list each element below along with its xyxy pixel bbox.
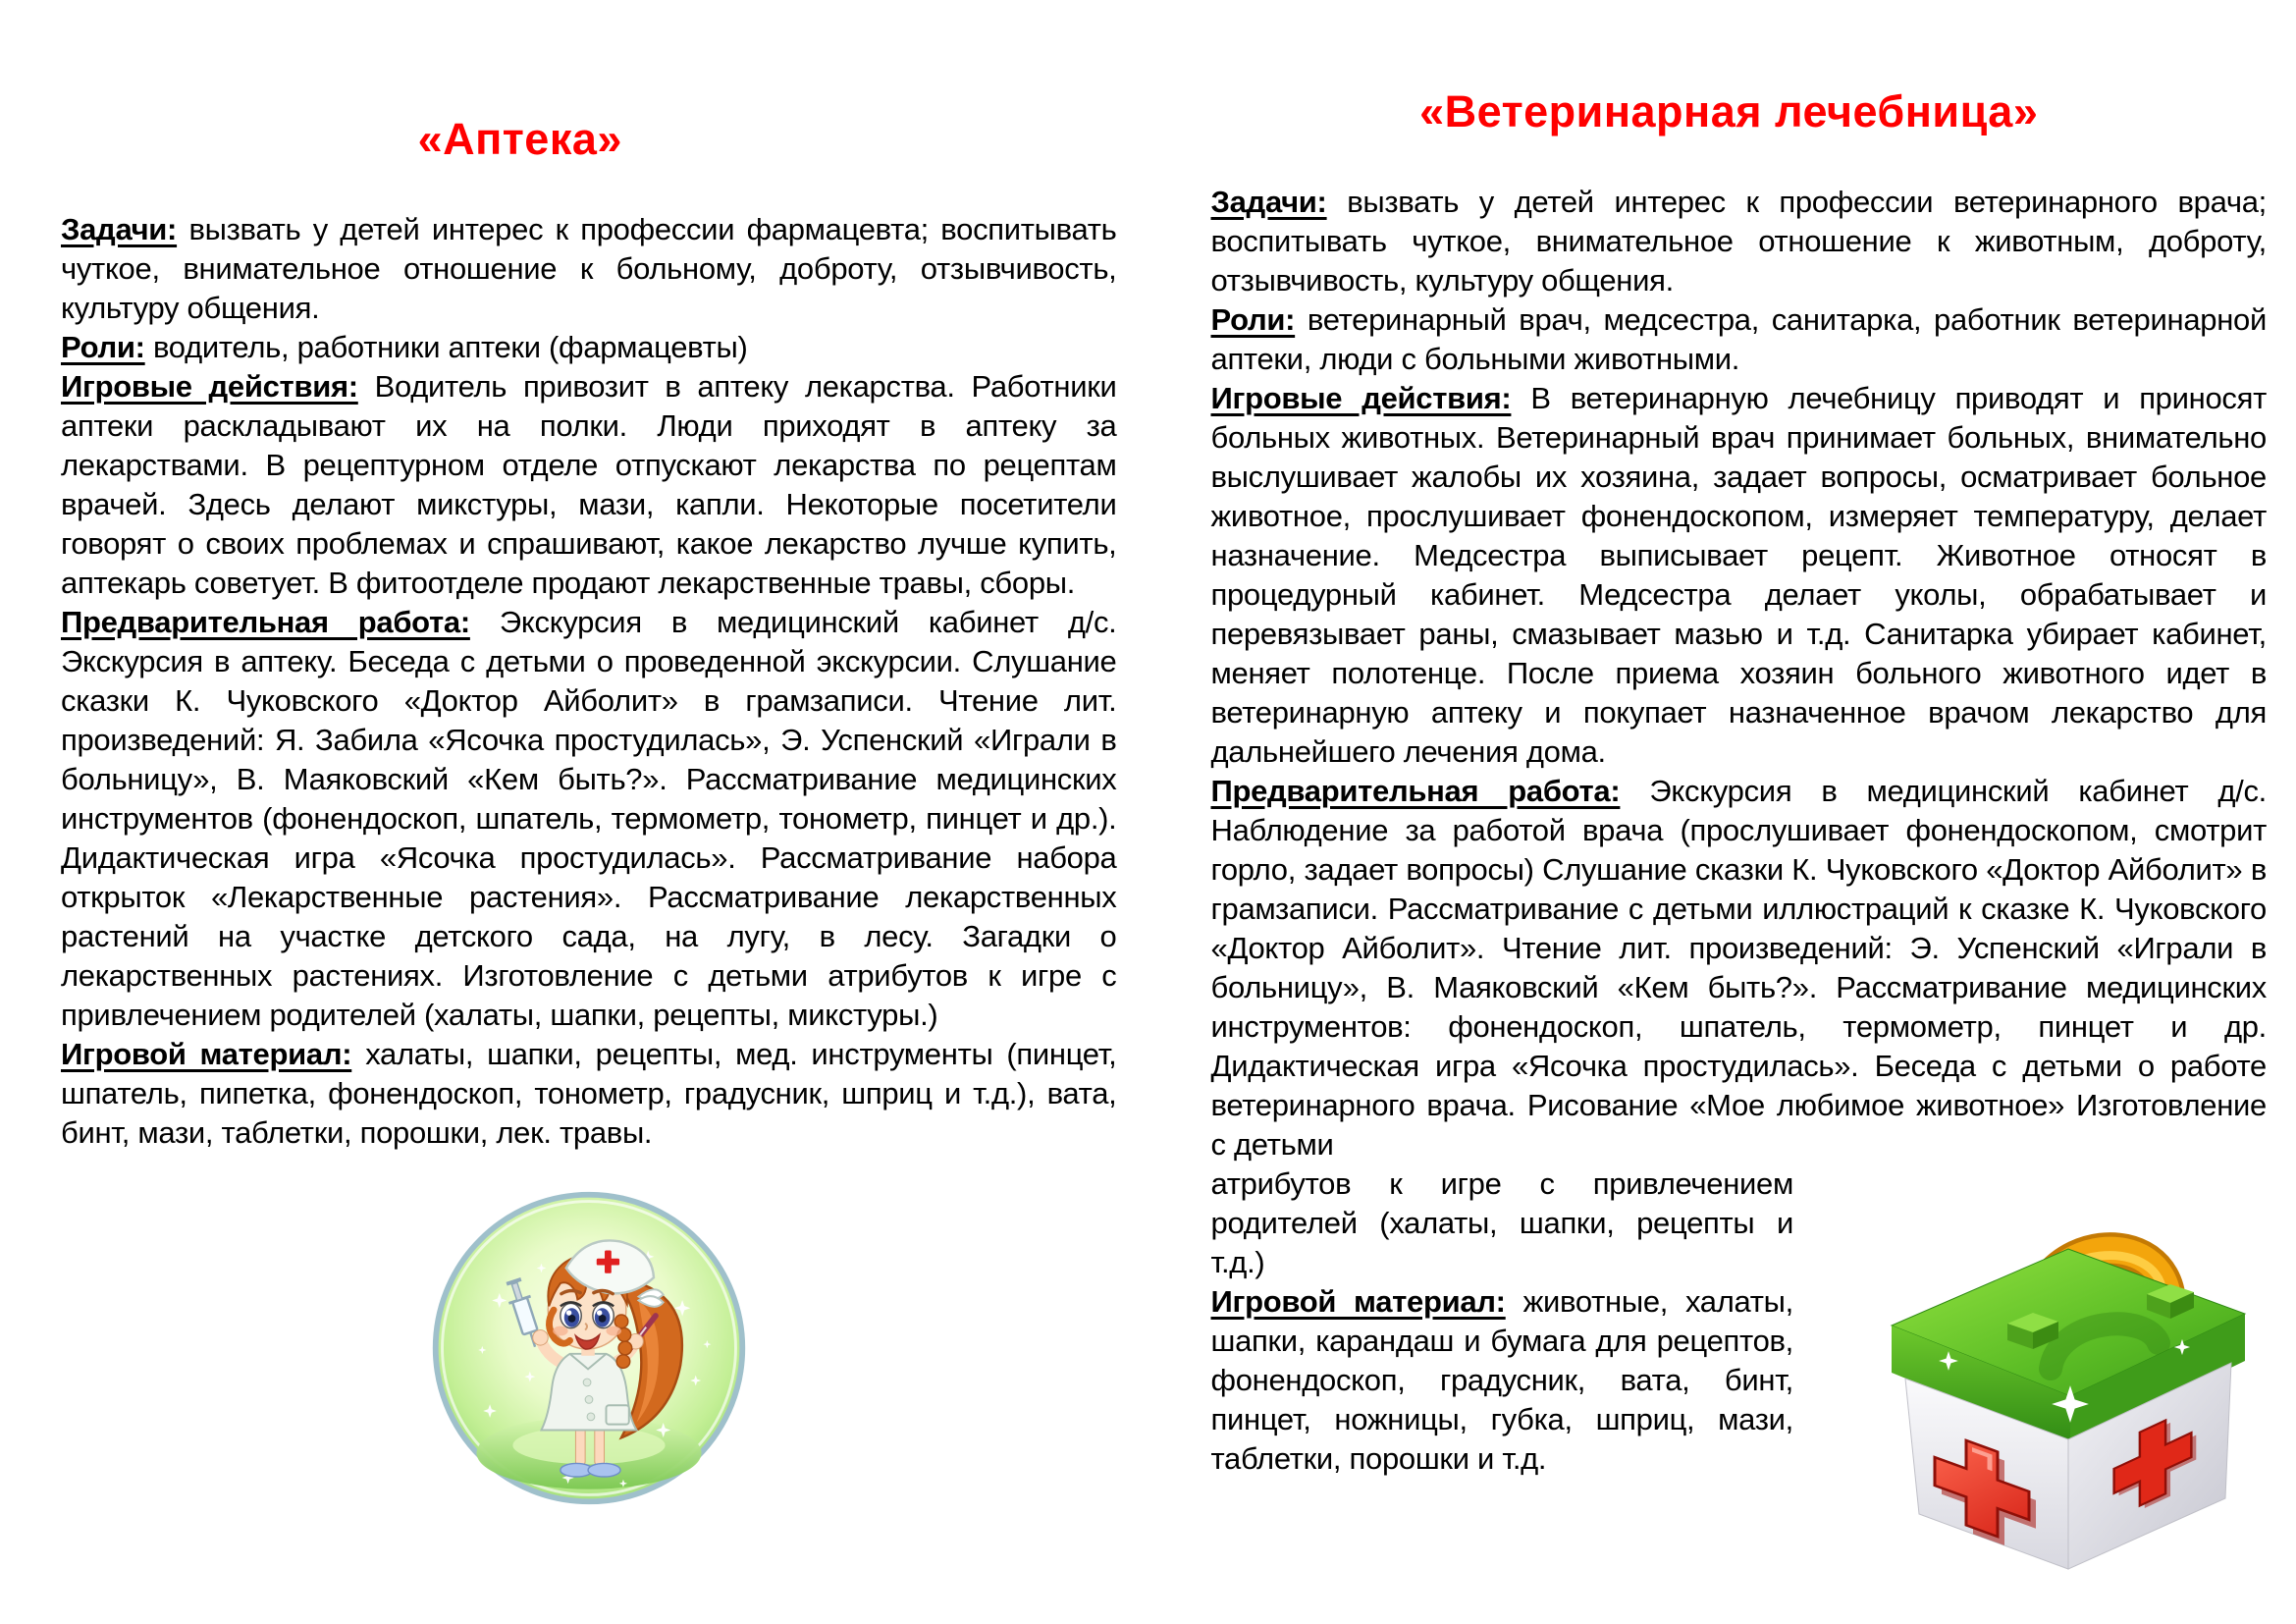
first-aid-kit-illustration	[1823, 1168, 2267, 1577]
page-title-vet-lechebnitsa: «Ветеринарная лечебница»	[1419, 86, 2039, 136]
section-text-predvaritelnaya-rabota-wrap: атрибутов к игре с привлечением родителей (халаты, шапки, рецепты и т.д.)	[1210, 1165, 1793, 1279]
section-text-igrovye-deystviya: Водитель привозит в аптеку лекарства. Работники аптеки раскладывают их на полки. Люди приходят в аптеку за лекарствами. В рецептурном отделе отпускают лекарства по рецептам врачей. Здесь делают микстуры, мази, капли. Некоторые посетители говорят о своих проблемах и спрашивают, какое лекарство лучше купить, аптекарь советует. В фитоотделе продают лекарственные травы, сборы.	[61, 368, 1117, 600]
section-text-roli: ветеринарный врач, медсестра, санитарка, работник ветеринарной аптеки, люди с больными животными.	[1210, 301, 2267, 376]
column-vet-lechebnitsa	[1211, 0, 2268, 1624]
shoe	[588, 1463, 620, 1477]
section-label-predvaritelnaya-rabota: Предварительная работа:	[1210, 773, 1621, 808]
section-label-zadachi: Задачи:	[61, 211, 178, 246]
section-igrovye-deystviya	[61, 367, 1117, 603]
first-aid-kit-svg	[1823, 1168, 2267, 1577]
section-label-igrovye-deystviya: Игровые действия:	[61, 368, 358, 404]
column-apteka	[61, 0, 1117, 1624]
section-text-igrovoy-material: животные, халаты, шапки, карандаш и бумага для рецептов, фонендоскоп, градусник, вата, бинт, пинцет, ножницы, губка, шприц, мази, таблетки, порошки и т.д.	[1210, 1283, 1793, 1476]
section-roli	[1211, 300, 2268, 379]
section-text-igrovye-deystviya: В ветеринарную лечебницу приводят и приносят больных животных. Ветеринарный врач принимает больных, внимательно выслушивает жалобы их хозяина, задает вопросы, осматривает больное животное, прослушивает фонендоскопом, измеряет температуру, делает назначение. Медсестра выписывает рецепт. Животное относят в процедурный кабинет. Медсестра делает уколы, обрабатывает и перевязывает раны, смазывает мазью и т.д. Санитарка убирает кабинет, меняет полотенце. После приема хозяин больного животного идет в ветеринарную аптеку и покупает назначенное врачом лекарство для дальнейшего лечения дома.	[1210, 380, 2267, 769]
section-igrovoy-material	[61, 1035, 1117, 1153]
section-label-predvaritelnaya-rabota: Предварительная работа:	[61, 604, 470, 639]
section-text-zadachi: вызвать у детей интерес к профессии фармацевта; воспитывать чуткое, внимательное отношение к больному, доброту, отзывчивость, культуру общения.	[61, 211, 1117, 325]
section-label-igrovoy-material: Игровой материал:	[1210, 1283, 1506, 1319]
section-text-predvaritelnaya-rabota: Экскурсия в медицинский кабинет д/с. Наблюдение за работой врача (прослушивает фонендоскопом, смотрит горло, задает вопросы) Слушание сказки К. Чуковского «Доктор Айболит» в грамзаписи. Рассматривание с детьми иллюстраций к сказке К. Чуковского «Доктор Айболит». Чтение лит. произведений: Э. Успенский «Играли в больницу», В. Маяковский «Кем быть?». Рассматривание медицинских инструментов: фонендоскоп, шпатель, термометр, пинцет и др. Дидактическая игра «Ясочка простудилась». Беседа с детьми о работе ветеринарного врача. Рисование «Мое любимое животное» Изготовление с детьми	[1210, 773, 2267, 1162]
section-text-zadachi: вызвать у детей интерес к профессии ветеринарного врача; воспитывать чуткое, внимательное отношение к животным, доброту, отзывчивость, культуру общения.	[1210, 184, 2267, 298]
section-zadachi	[61, 210, 1117, 328]
page-title-apteka: «Аптека»	[417, 114, 622, 164]
nurse-girl-svg	[427, 1186, 751, 1510]
section-igrovye-deystviya	[1211, 379, 2268, 772]
section-zadachi	[1211, 183, 2268, 300]
section-label-igrovye-deystviya: Игровые действия:	[1210, 380, 1512, 415]
section-label-igrovoy-material: Игровой материал:	[61, 1036, 352, 1071]
section-label-roli: Роли:	[1210, 301, 1296, 337]
section-label-zadachi: Задачи:	[1210, 184, 1327, 219]
section-predvaritelnaya-rabota	[61, 603, 1117, 1035]
section-text-igrovoy-material: халаты, шапки, рецепты, мед. инструменты (пинцет, шпатель, пипетка, фонендоскоп, тонометр, градусник, шприц и т.д.), вата, бинт, мази, таблетки, порошки, лек. травы.	[61, 1036, 1117, 1150]
section-text-roli: водитель, работники аптеки (фармацевты)	[152, 329, 748, 364]
nurse-girl-illustration	[61, 1186, 1117, 1515]
section-label-roli: Роли:	[61, 329, 145, 364]
section-roli	[61, 328, 1117, 367]
section-predvaritelnaya-rabota	[1211, 772, 2268, 1164]
section-text-predvaritelnaya-rabota: Экскурсия в медицинский кабинет д/с. Экскурсия в аптеку. Беседа с детьми о проведенной экскурсии. Слушание сказки К. Чуковского «Доктор Айболит» в грамзаписи. Чтение лит. произведений: Я. Забила «Ясочка простудилась», Э. Успенский «Играли в больницу», В. Маяковский «Кем быть?». Рассматривание медицинских инструментов (фонендоскоп, шпатель, термометр, тонометр, пинцет и др.). Дидактическая игра «Ясочка простудилась». Рассматривание набора открыток «Лекарственные растения». Рассматривание лекарственных растений на участке детского сада, на лугу, в лесу. Загадки о лекарственных растениях. Изготовление с детьми атрибутов к игре с привлечением родителей (халаты, шапки, рецепты, микстуры.)	[61, 604, 1117, 1032]
dress-pocket	[606, 1405, 628, 1424]
